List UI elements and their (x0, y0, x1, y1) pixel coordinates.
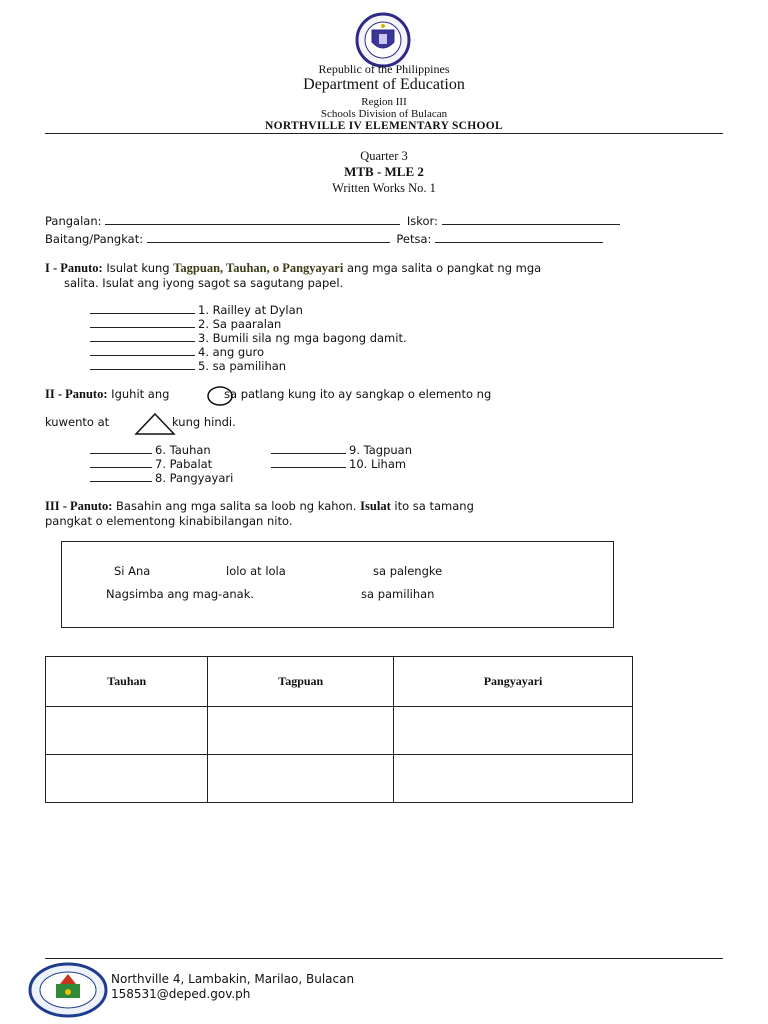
item-text: 5. sa pamilihan (198, 359, 287, 373)
word-box (61, 541, 614, 628)
name-blank[interactable] (105, 214, 400, 225)
division-line: Schools Division of Bulacan (320, 108, 448, 120)
score-blank[interactable] (442, 214, 620, 225)
score-label: Iskor: (406, 214, 438, 228)
part3-text-b: ito sa tamang (394, 499, 474, 513)
item-text: 9. Tagpuan (349, 443, 413, 457)
part2-text-c: kuwento at (45, 415, 110, 429)
word-box-item: lolo at lola (226, 564, 286, 578)
triangle-shape-icon (134, 412, 176, 436)
list-item (271, 443, 412, 457)
answer-cell[interactable] (394, 707, 633, 755)
date-blank[interactable] (435, 232, 603, 243)
header-tagpuan: Tagpuan (208, 657, 394, 707)
item-text: 4. ang guro (198, 345, 265, 359)
answer-blank[interactable] (90, 443, 152, 454)
part2-text-d: kung hindi. (172, 415, 236, 429)
list-item (271, 457, 406, 471)
word-box-item: sa palengke (373, 564, 443, 578)
part1-label: I - Panuto: (45, 261, 103, 275)
grade-blank[interactable] (147, 232, 390, 243)
part2-text-a: Iguhit ang (111, 387, 170, 401)
part2-label: II - Panuto: (45, 387, 108, 401)
answer-cell[interactable] (208, 707, 394, 755)
answer-cell[interactable] (46, 755, 208, 803)
word-box-item: Si Ana (114, 564, 151, 578)
part1-text-b: ang mga salita o pangkat ng mga (347, 261, 542, 275)
answer-blank[interactable] (90, 345, 195, 356)
word-box-item: Nagsimba ang mag-anak. (106, 587, 255, 601)
table-header-row (46, 657, 633, 707)
header-divider (45, 133, 723, 134)
list-item (90, 331, 407, 345)
list-item (90, 443, 211, 457)
answer-cell[interactable] (394, 755, 633, 803)
part1-terms: Tagpuan, Tauhan, o Pangyayari (173, 261, 344, 275)
part2-text-b: sa patlang kung ito ay sangkap o elemento ng (224, 387, 492, 401)
date-label: Petsa: (396, 232, 432, 246)
part1-text-c: salita. Isulat ang iyong sagot sa sagutang papel. (64, 276, 344, 290)
list-item (90, 471, 233, 485)
part1-instruction (45, 261, 541, 275)
answer-blank[interactable] (271, 457, 346, 468)
answer-blank[interactable] (90, 457, 152, 468)
subject-title: MTB - MLE 2 (344, 164, 424, 179)
region-line: Region III (361, 96, 407, 108)
item-text: 8. Pangyayari (155, 471, 234, 485)
word-box-item: sa pamilihan (361, 587, 435, 601)
item-text: 10. Liham (349, 457, 407, 471)
item-text: 2. Sa paaralan (198, 317, 282, 331)
list-item (90, 457, 212, 471)
part3-label: III - Panuto: (45, 499, 113, 513)
item-text: 3. Bumili sila ng mga bagong damit. (198, 331, 407, 345)
header-tauhan: Tauhan (46, 657, 208, 707)
answer-blank[interactable] (90, 331, 195, 342)
part3-instruction (45, 499, 474, 513)
footer-email[interactable]: 158531@deped.gov.ph (111, 987, 251, 1001)
table-row (46, 755, 633, 803)
part3-bold-word: Isulat (360, 499, 391, 513)
department-title: Department of Education (303, 76, 465, 93)
answer-blank[interactable] (90, 359, 195, 370)
answer-cell[interactable] (208, 755, 394, 803)
part3-text-a: Basahin ang mga salita sa loob ng kahon. (116, 499, 357, 513)
name-label: Pangalan: (45, 214, 102, 228)
answer-table (45, 656, 633, 803)
school-logo (28, 962, 108, 1018)
header-pangyayari: Pangyayari (394, 657, 633, 707)
answer-blank[interactable] (271, 443, 346, 454)
deped-seal (350, 12, 416, 68)
republic-line: Republic of the Philippines (318, 62, 450, 76)
grade-row (45, 232, 606, 246)
work-title: Written Works No. 1 (332, 181, 436, 195)
item-text: 1. Railley at Dylan (198, 303, 303, 317)
answer-blank[interactable] (90, 303, 195, 314)
grade-label: Baitang/Pangkat: (45, 232, 144, 246)
list-item (90, 317, 281, 331)
quarter-label: Quarter 3 (360, 149, 408, 163)
part1-text-a: Isulat kung (106, 261, 170, 275)
school-name: NORTHVILLE IV ELEMENTARY SCHOOL (264, 120, 503, 132)
part2-instruction-a (45, 387, 169, 401)
item-text: 6. Tauhan (155, 443, 211, 457)
answer-blank[interactable] (90, 471, 152, 482)
list-item (90, 345, 264, 359)
item-text: 7. Pabalat (155, 457, 213, 471)
list-item (90, 359, 286, 373)
part3-text-c: pangkat o elementong kinabibilangan nito. (45, 514, 293, 528)
list-item (90, 303, 303, 317)
table-row (46, 707, 633, 755)
answer-cell[interactable] (46, 707, 208, 755)
name-row (45, 214, 623, 228)
answer-blank[interactable] (90, 317, 195, 328)
footer-address: Northville 4, Lambakin, Marilao, Bulacan (111, 972, 355, 986)
footer-divider (45, 958, 723, 959)
